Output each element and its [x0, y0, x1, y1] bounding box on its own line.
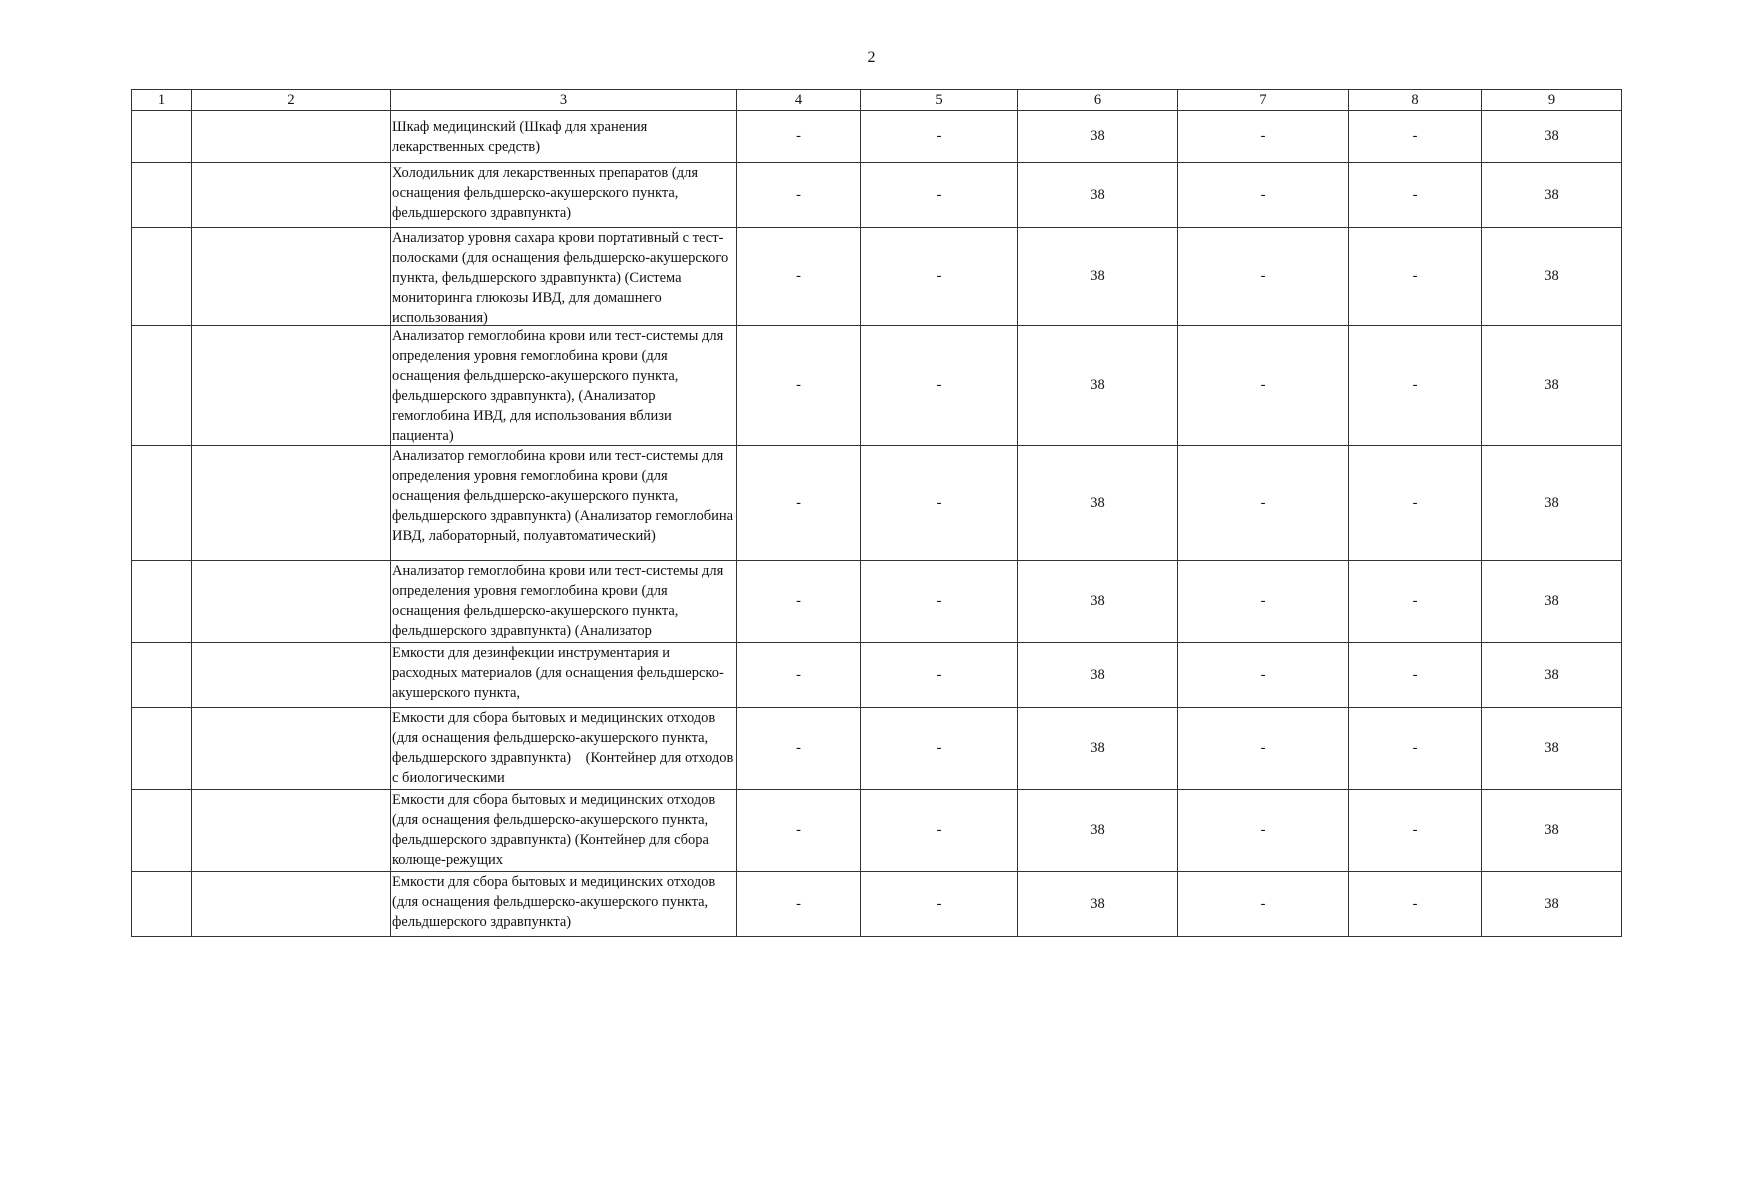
- table-cell: -: [1349, 446, 1482, 561]
- table-row: [132, 872, 1622, 937]
- column-header: 4: [737, 90, 861, 111]
- table-cell: [132, 708, 192, 790]
- item-description: [391, 111, 737, 163]
- table-cell: -: [1349, 228, 1482, 326]
- item-description: [391, 326, 737, 446]
- total-cell: 38: [1482, 708, 1622, 790]
- item-description-text: Емкости для дезинфекции инструментария и расходных материалов (для оснащения фельдшерско-акушерского пункта,: [392, 645, 724, 701]
- header-row: [132, 90, 1622, 111]
- table-cell: [192, 228, 391, 326]
- table-cell: -: [1349, 643, 1482, 708]
- total-cell: 38: [1482, 163, 1622, 228]
- quantity-cell: 38: [1018, 163, 1178, 228]
- item-description: [391, 446, 737, 561]
- table-cell: [132, 643, 192, 708]
- table-cell: -: [1178, 708, 1349, 790]
- table-cell: [192, 561, 391, 643]
- quantity-cell: 38: [1018, 872, 1178, 937]
- total-cell: 38: [1482, 228, 1622, 326]
- table-cell: -: [1349, 708, 1482, 790]
- table-cell: -: [1178, 163, 1349, 228]
- column-header: 3: [391, 90, 737, 111]
- quantity-cell: 38: [1018, 561, 1178, 643]
- table-cell: [132, 872, 192, 937]
- table-cell: -: [737, 561, 861, 643]
- table-cell: -: [1349, 111, 1482, 163]
- column-header: 7: [1178, 90, 1349, 111]
- item-description-text: Шкаф медицинский (Шкаф для хранения лекарственных средств): [392, 118, 648, 155]
- table-cell: -: [861, 228, 1018, 326]
- item-description: [391, 708, 737, 790]
- equipment-table: [131, 89, 1622, 937]
- table-cell: -: [1178, 111, 1349, 163]
- item-description-text: Анализатор уровня сахара крови портативный с тест-полосками (для оснащения фельдшерско-акушерского пункта, фельдшерского здравпункта) (Система мониторинга глюкозы ИВД, для домашнего использования): [392, 230, 729, 326]
- table-cell: -: [737, 163, 861, 228]
- table-row: [132, 708, 1622, 790]
- table-cell: -: [861, 643, 1018, 708]
- column-header: 8: [1349, 90, 1482, 111]
- table-cell: -: [861, 708, 1018, 790]
- total-cell: 38: [1482, 790, 1622, 872]
- table-body: [132, 111, 1622, 937]
- quantity-cell: 38: [1018, 790, 1178, 872]
- quantity-cell: 38: [1018, 326, 1178, 446]
- table-row: [132, 561, 1622, 643]
- quantity-cell: 38: [1018, 708, 1178, 790]
- table-header: [132, 90, 1622, 111]
- column-header: 5: [861, 90, 1018, 111]
- column-header: 2: [192, 90, 391, 111]
- table-cell: -: [737, 326, 861, 446]
- column-header: 1: [132, 90, 192, 111]
- table-cell: -: [861, 111, 1018, 163]
- item-description: [391, 790, 737, 872]
- item-description: [391, 872, 737, 937]
- table-cell: -: [1178, 326, 1349, 446]
- item-description: [391, 228, 737, 326]
- table-cell: -: [737, 872, 861, 937]
- item-description-text: Анализатор гемоглобина крови или тест-системы для определения уровня гемоглобина крови (для оснащения фельдшерско-акушерского пункта, фельдшерского здравпункта) (Анализатор гемоглобина ИВД, лабораторный, полуавтоматический): [392, 448, 734, 544]
- table-cell: -: [737, 111, 861, 163]
- item-description: [391, 163, 737, 228]
- table-cell: [132, 228, 192, 326]
- table-cell: -: [861, 790, 1018, 872]
- total-cell: 38: [1482, 872, 1622, 937]
- table-cell: [192, 326, 391, 446]
- table-cell: -: [737, 708, 861, 790]
- item-description-text: Холодильник для лекарственных препаратов (для оснащения фельдшерско-акушерского пункта, фельдшерского здравпункта): [392, 165, 698, 221]
- table-cell: [192, 790, 391, 872]
- table-cell: -: [1349, 326, 1482, 446]
- table-cell: -: [1178, 228, 1349, 326]
- item-description-text: Емкости для сбора бытовых и медицинских отходов (для оснащения фельдшерско-акушерского пункта, фельдшерского здравпункта) (Контейнер для отходов с биологическими: [392, 710, 737, 786]
- table-row: [132, 163, 1622, 228]
- item-description: [391, 643, 737, 708]
- table-cell: -: [737, 446, 861, 561]
- table-row: [132, 326, 1622, 446]
- table-cell: [132, 446, 192, 561]
- quantity-cell: 38: [1018, 111, 1178, 163]
- total-cell: 38: [1482, 326, 1622, 446]
- table-cell: [192, 872, 391, 937]
- table-cell: -: [861, 872, 1018, 937]
- table-cell: [192, 163, 391, 228]
- item-description: [391, 561, 737, 643]
- item-description-text: Анализатор гемоглобина крови или тест-системы для определения уровня гемоглобина крови (для оснащения фельдшерско-акушерского пункта, фельдшерского здравпункта), (Анализатор гемоглобина ИВД, для использования вблизи пациента): [392, 328, 724, 444]
- table-row: [132, 228, 1622, 326]
- quantity-cell: 38: [1018, 228, 1178, 326]
- column-header: 6: [1018, 90, 1178, 111]
- table-cell: -: [737, 228, 861, 326]
- table-cell: -: [1178, 446, 1349, 561]
- table-cell: -: [1349, 163, 1482, 228]
- table-cell: -: [861, 561, 1018, 643]
- table-cell: [132, 163, 192, 228]
- item-description-text: Анализатор гемоглобина крови или тест-системы для определения уровня гемоглобина крови (для оснащения фельдшерско-акушерского пункта, фельдшерского здравпункта) (Анализатор: [392, 563, 724, 639]
- table-cell: -: [1349, 561, 1482, 643]
- table-cell: -: [1349, 790, 1482, 872]
- table-cell: [132, 561, 192, 643]
- total-cell: 38: [1482, 446, 1622, 561]
- table-cell: -: [861, 163, 1018, 228]
- table-cell: -: [1178, 790, 1349, 872]
- table-cell: [192, 708, 391, 790]
- table-row: [132, 446, 1622, 561]
- table-cell: [192, 446, 391, 561]
- table-cell: [192, 111, 391, 163]
- quantity-cell: 38: [1018, 643, 1178, 708]
- total-cell: 38: [1482, 561, 1622, 643]
- table-cell: -: [737, 790, 861, 872]
- table-cell: -: [737, 643, 861, 708]
- total-cell: 38: [1482, 643, 1622, 708]
- table-row: [132, 790, 1622, 872]
- table-row: [132, 111, 1622, 163]
- item-description-text: Емкости для сбора бытовых и медицинских отходов (для оснащения фельдшерско-акушерского пункта, фельдшерского здравпункта): [392, 874, 716, 930]
- table-cell: -: [1178, 643, 1349, 708]
- table-cell: -: [1178, 872, 1349, 937]
- page-number: 2: [867, 49, 876, 66]
- table-cell: -: [1349, 872, 1482, 937]
- column-header: 9: [1482, 90, 1622, 111]
- table-cell: [132, 790, 192, 872]
- quantity-cell: 38: [1018, 446, 1178, 561]
- table-row: [132, 643, 1622, 708]
- table-cell: -: [861, 446, 1018, 561]
- item-description-text: Емкости для сбора бытовых и медицинских отходов (для оснащения фельдшерско-акушерского пункта, фельдшерского здравпункта) (Контейнер для сбора колюще-режущих: [392, 792, 716, 868]
- total-cell: 38: [1482, 111, 1622, 163]
- table-cell: -: [861, 326, 1018, 446]
- table-cell: [192, 643, 391, 708]
- table-cell: [132, 111, 192, 163]
- table-cell: -: [1178, 561, 1349, 643]
- table-cell: [132, 326, 192, 446]
